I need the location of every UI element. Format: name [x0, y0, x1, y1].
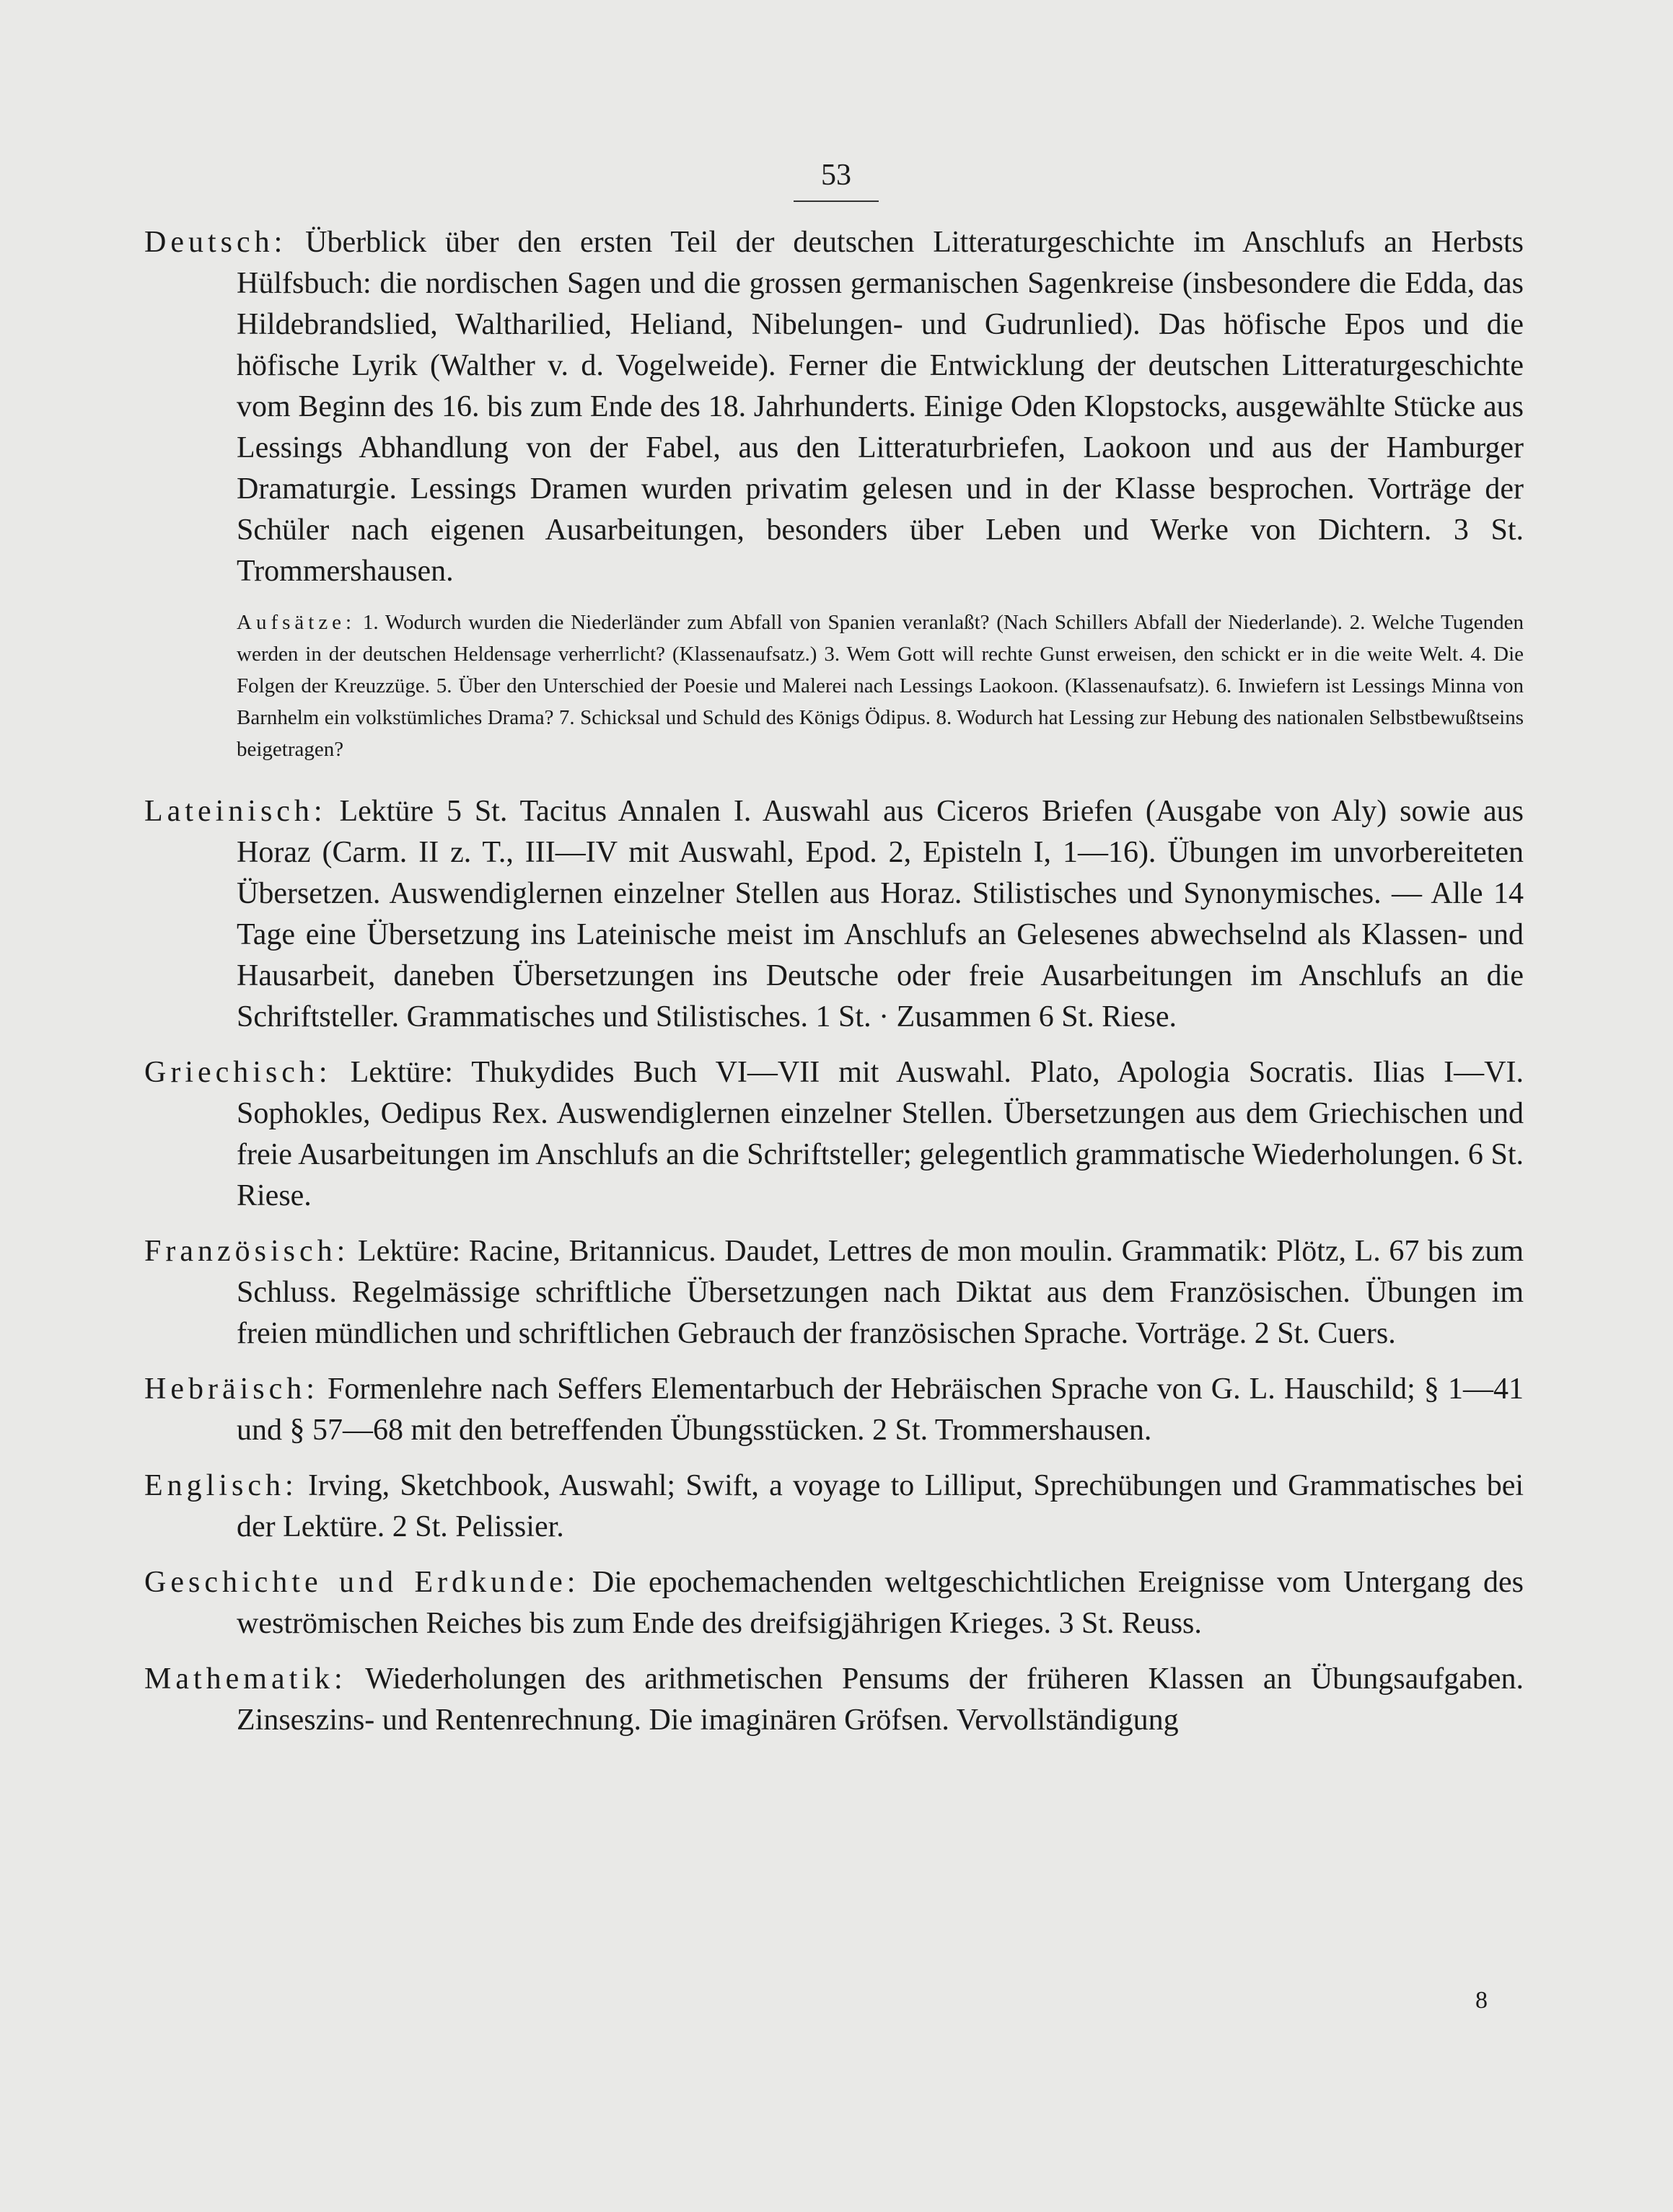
note-heading: Aufsätze: — [237, 611, 356, 634]
section-geschichte-erdkunde — [144, 1562, 1524, 1644]
section-heading: Mathematik: — [144, 1662, 347, 1696]
note-text: 1. Wodurch wurden die Niederländer zum Abfall von Spanien veranlaßt? (Nach Schillers Abfall der Niederlande). 2. Welche Tugenden werden in der deutschen Heldensage verherrlicht? (Klassenaufsatz.) 3. Wem Gott will rechte Gunst erweisen, den schickt er in die weite Welt. 4. Die Folgen der Kreuzzüge. 5. Über den Unterschied der Poesie und Malerei nach Lessings Laokoon. (Klassenaufsatz). 6. Inwiefern ist Lessings Minna von Barnhelm ein volkstümliches Drama? 7. Schicksal und Schuld des Königs Ödipus. 8. Wodurch hat Lessing zur Hebung des nationalen Selbstbewußtseins beigetragen? — [237, 611, 1524, 761]
section-franzoesisch — [144, 1231, 1524, 1354]
section-text: Lektüre 5 St. Tacitus Annalen I. Auswahl aus Ciceros Briefen (Ausgabe von Aly) sowie aus Horaz (Carm. II z. T., III—IV mit Auswahl, Epod. 2, Episteln I, 1—16). Übungen im unvorbereiteten Übersetzen. Auswendiglernen einzelner Stellen aus Horaz. Stilistisches und Synonymisches. — Alle 14 Tage eine Übersetzung ins Lateinische meist im Anschlufs an Gelesenes abwechselnd als Klassen- und Hausarbeit, daneben Übersetzungen ins Deutsche oder freie Ausarbeitungen im Anschlufs an die Schriftsteller. Grammatisches und Stilistisches. 1 St. · Zusammen 6 St. Riese. — [237, 795, 1524, 1034]
section-griechisch — [144, 1052, 1524, 1217]
page-body — [144, 222, 1524, 1755]
section-deutsch — [144, 222, 1524, 592]
section-heading: Englisch: — [144, 1469, 298, 1502]
section-heading: Griechisch: — [144, 1056, 332, 1089]
signature-mark: 8 — [1475, 1987, 1488, 2014]
section-text: Überblick über den ersten Teil der deutschen Litteraturgeschichte im Anschlufs an Herbsts Hülfsbuch: die nordischen Sagen und die grossen germanischen Sagenkreise (insbesondere die Edda, das Hildebrandslied, Waltharilied, Heliand, Nibelungen- und Gudrunlied). Das höfische Epos und die höfische Lyrik (Walther v. d. Vogelweide). Ferner die Entwicklung der deutschen Litteraturgeschichte vom Beginn des 16. bis zum Ende des 18. Jahrhunderts. Einige Oden Klopstocks, ausgewählte Stücke aus Lessings Abhandlung von der Fabel, aus den Litteraturbriefen, Laokoon und aus der Hamburger Dramaturgie. Lessings Dramen wurden privatim gelesen und in der Klasse besprochen. Vorträge der Schüler nach eigenen Ausarbeitungen, besonders über Leben und Werke von Dichtern. 3 St. Trommershausen. — [237, 226, 1524, 588]
section-heading: Hebräisch: — [144, 1372, 319, 1406]
section-heading: Deutsch: — [144, 226, 287, 259]
section-text: Wiederholungen des arithmetischen Pensums der früheren Klassen an Übungsaufgaben. Zinseszins- und Rentenrechnung. Die imaginären Gröfsen. Vervollständigung — [237, 1662, 1524, 1737]
page-number: 53 — [794, 157, 879, 202]
aufsaetze-note — [144, 607, 1524, 765]
section-lateinisch — [144, 791, 1524, 1038]
section-hebraeisch — [144, 1369, 1524, 1451]
section-text: Irving, Sketchbook, Auswahl; Swift, a voyage to Lilliput, Sprechübungen und Grammatisches bei der Lektüre. 2 St. Pelissier. — [237, 1469, 1524, 1543]
section-heading: Geschichte und Erdkunde: — [144, 1566, 580, 1599]
section-text: Lektüre: Thukydides Buch VI—VII mit Auswahl. Plato, Apologia Socratis. Ilias I—VI. Sophokles, Oedipus Rex. Auswendiglernen einzelner Stellen. Übersetzungen aus dem Griechischen und freie Ausarbeitungen im Anschlufs an die Schriftsteller; gelegentlich grammatische Wiederholungen. 6 St. Riese. — [237, 1056, 1524, 1212]
section-englisch — [144, 1466, 1524, 1548]
section-text: Die epochemachenden weltgeschichtlichen Ereignisse vom Untergang des weströmischen Reiches bis zum Ende des dreifsigjährigen Krieges. 3 St. Reuss. — [237, 1566, 1524, 1640]
section-text: Formenlehre nach Seffers Elementarbuch der Hebräischen Sprache von G. L. Hauschild; § 1—41 und § 57—68 mit den betreffenden Übungsstücken. 2 St. Trommershausen. — [237, 1372, 1524, 1447]
section-text: Lektüre: Racine, Britannicus. Daudet, Lettres de mon moulin. Grammatik: Plötz, L. 67 bis zum Schluss. Regelmässige schriftliche Übersetzungen nach Diktat aus dem Französischen. Übungen im freien mündlichen und schriftlichen Gebrauch der französischen Sprache. Vorträge. 2 St. Cuers. — [237, 1235, 1524, 1350]
section-heading: Französisch: — [144, 1235, 350, 1268]
section-mathematik — [144, 1659, 1524, 1741]
section-heading: Lateinisch: — [144, 795, 327, 828]
